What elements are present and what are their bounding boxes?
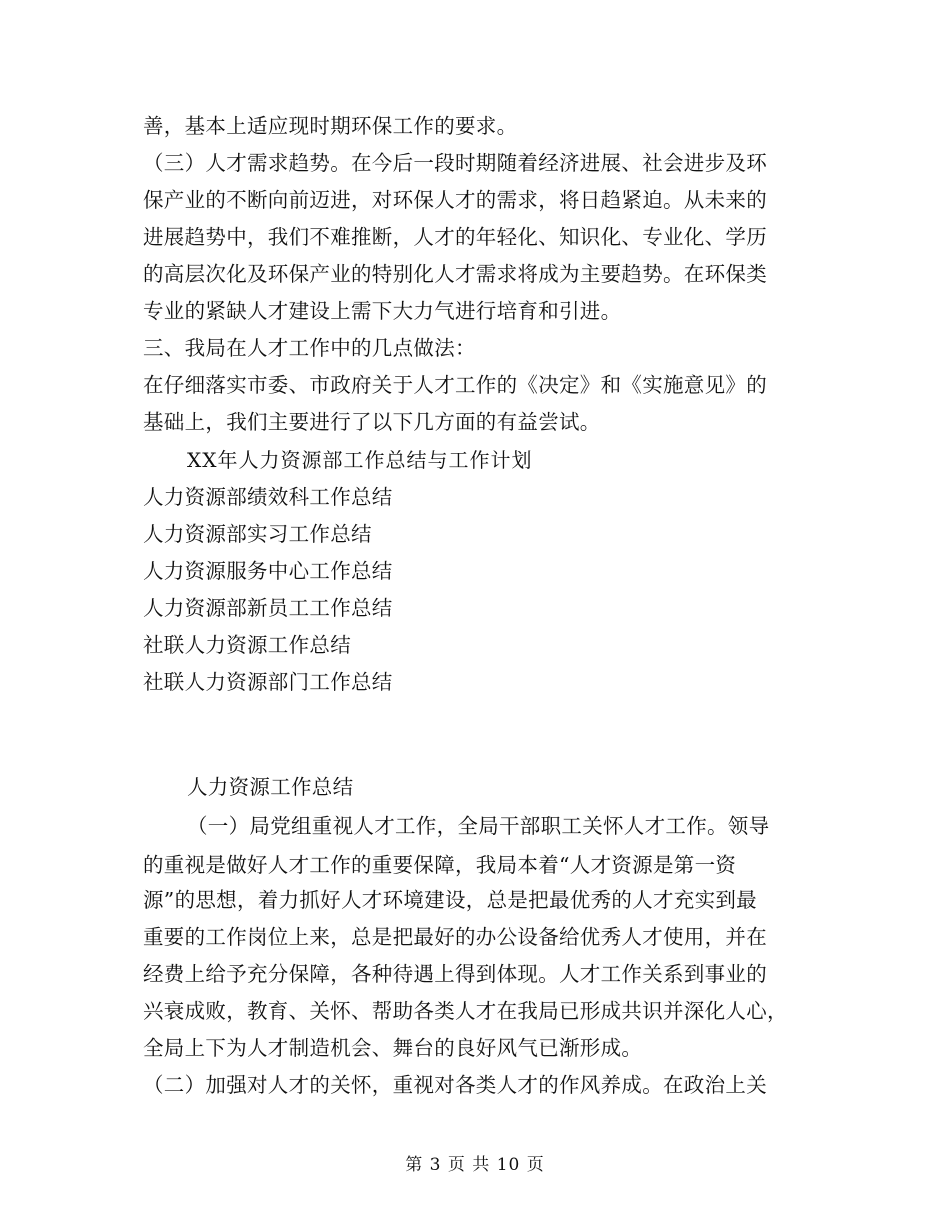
paragraph-line: 兴衰成败，教育、关怀、帮助各类人才在我局已形成共识并深化人心， bbox=[143, 999, 788, 1023]
paragraph-line: 保产业的不断向前迈进，对环保人才的需求，将日趋紧迫。从未来的 bbox=[143, 188, 767, 212]
related-list-item[interactable]: 人力资源服务中心工作总结 bbox=[143, 559, 393, 583]
related-list-item[interactable]: 人力资源部实习工作总结 bbox=[143, 522, 372, 546]
paragraph-line: 进展趋势中，我们不难推断，人才的年轻化、知识化、专业化、学历 bbox=[143, 225, 767, 249]
paragraph-line: 经费上给予充分保障，各种待遇上得到体现。人才工作关系到事业的 bbox=[143, 962, 767, 986]
page-number: 第 3 页 共 10 页 bbox=[405, 1155, 545, 1175]
paragraph-line: 的重视是做好人才工作的重要保障，我局本着“人才资源是第一资 bbox=[143, 853, 737, 877]
paragraph-line: 在仔细落实市委、市政府关于人才工作的《决定》和《实施意见》的 bbox=[143, 373, 767, 397]
related-list-item[interactable]: 社联人力资源工作总结 bbox=[143, 633, 351, 657]
paragraph-line: 基础上，我们主要进行了以下几方面的有益尝试。 bbox=[143, 410, 601, 434]
related-list-item[interactable]: 人力资源部绩效科工作总结 bbox=[143, 485, 393, 509]
related-list-heading: XX年人力资源部工作总结与工作计划 bbox=[187, 448, 533, 472]
paragraph-line: 专业的紧缺人才建设上需下大力气进行培育和引进。 bbox=[143, 299, 622, 323]
paragraph-line: 全局上下为人才制造机会、舞台的良好风气已渐形成。 bbox=[143, 1036, 643, 1060]
section-heading: 三、我局在人才工作中的几点做法： bbox=[143, 336, 476, 360]
paragraph-line: 源”的思想，着力抓好人才环境建设，总是把最优秀的人才充实到最 bbox=[143, 888, 757, 912]
paragraph-line: 善，基本上适应现时期环保工作的要求。 bbox=[143, 114, 518, 138]
related-list-item[interactable]: 人力资源部新员工工作总结 bbox=[143, 596, 393, 620]
paragraph-line: （一）局党组重视人才工作，全局干部职工关怀人才工作。领导 bbox=[187, 814, 770, 838]
paragraph-line: （三）人才需求趋势。在今后一段时期随着经济进展、社会进步及环 bbox=[143, 151, 767, 175]
paragraph-line: 重要的工作岗位上来，总是把最好的办公设备给优秀人才使用，并在 bbox=[143, 925, 767, 949]
paragraph-line: 的高层次化及环保产业的特别化人才需求将成为主要趋势。在环保类 bbox=[143, 262, 767, 286]
paragraph-line: （二）加强对人才的关怀，重视对各类人才的作风养成。在政治上关 bbox=[143, 1073, 767, 1097]
related-list-item[interactable]: 社联人力资源部门工作总结 bbox=[143, 670, 393, 694]
document-title: 人力资源工作总结 bbox=[187, 775, 354, 799]
